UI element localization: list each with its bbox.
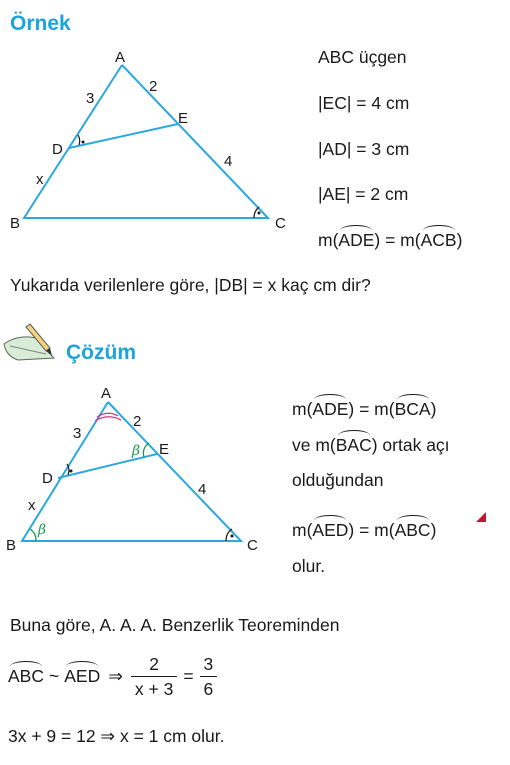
fraction-2: $\frac{3}{6}$	[200, 652, 218, 701]
theorem-text: Buna göre, A. A. A. Benzerlik Teoreminden	[10, 615, 340, 635]
pencil-icon	[0, 318, 62, 364]
given-angle-equation: m(ADE) = m(ACB)	[318, 230, 463, 250]
solution-line-5: olur.	[292, 556, 326, 576]
example-label-a: A	[115, 49, 126, 66]
example-label-d: D	[52, 141, 63, 158]
solution-line-3: olduğundan	[292, 470, 384, 490]
example-title: Örnek	[10, 12, 71, 35]
example-angle-d-arc	[78, 135, 80, 145]
fraction-1: $\frac{2}{x + 3}$	[131, 652, 177, 701]
solution-len-ae: 2	[133, 413, 142, 430]
example-len-ec: 4	[224, 153, 233, 170]
solution-label-b: B	[6, 537, 17, 554]
solution-label-a: A	[101, 385, 112, 402]
solution-title: Çözüm	[66, 341, 136, 364]
solution-len-ad: 3	[73, 425, 82, 442]
solution-beta-e: β	[132, 443, 141, 459]
example-label-e: E	[178, 110, 189, 127]
solution-line-4: m(AED) = m(ABC)	[292, 520, 437, 540]
solution-label-c: C	[247, 537, 258, 554]
solution-line-1: m(ADE) = m(BCA)	[292, 399, 437, 419]
example-label-b: B	[10, 215, 21, 232]
final-answer: 3x + 9 = 12 ⇒ x = 1 cm olur.	[8, 726, 225, 746]
example-len-ad: 3	[86, 90, 95, 107]
red-corner-mark	[474, 510, 488, 524]
example-label-c: C	[275, 215, 286, 232]
example-segment-de	[69, 124, 178, 148]
example-len-ae: 2	[149, 78, 158, 95]
solution-len-db: x	[28, 497, 36, 514]
given-2: |EC| = 4 cm	[318, 93, 410, 113]
solution-beta-b: β	[38, 522, 47, 538]
solution-len-ec: 4	[198, 481, 207, 498]
similar-left: ABC	[8, 665, 44, 686]
example-len-db: x	[36, 171, 44, 188]
solution-label-d: D	[42, 470, 53, 487]
solution-label-e: E	[159, 441, 170, 458]
solution-triangle	[22, 402, 241, 541]
example-triangle-figure	[0, 0, 510, 260]
similar-right: AED	[64, 665, 101, 686]
solution-angle-b-arc	[30, 529, 36, 541]
similarity-equation: ABC ~ AED ⇒ $\frac{2}{x + 3}$ = $\frac{3}{6}$	[8, 648, 217, 704]
question-text: Yukarıda verilenlere göre, |DB| = x kaç cm dir?	[10, 275, 371, 295]
given-4: |AE| = 2 cm	[318, 184, 409, 204]
solution-line-2: ve m(BAC) ortak açı	[292, 435, 450, 455]
given-3: |AD| = 3 cm	[318, 139, 410, 159]
given-1: ABC üçgen	[318, 47, 407, 67]
